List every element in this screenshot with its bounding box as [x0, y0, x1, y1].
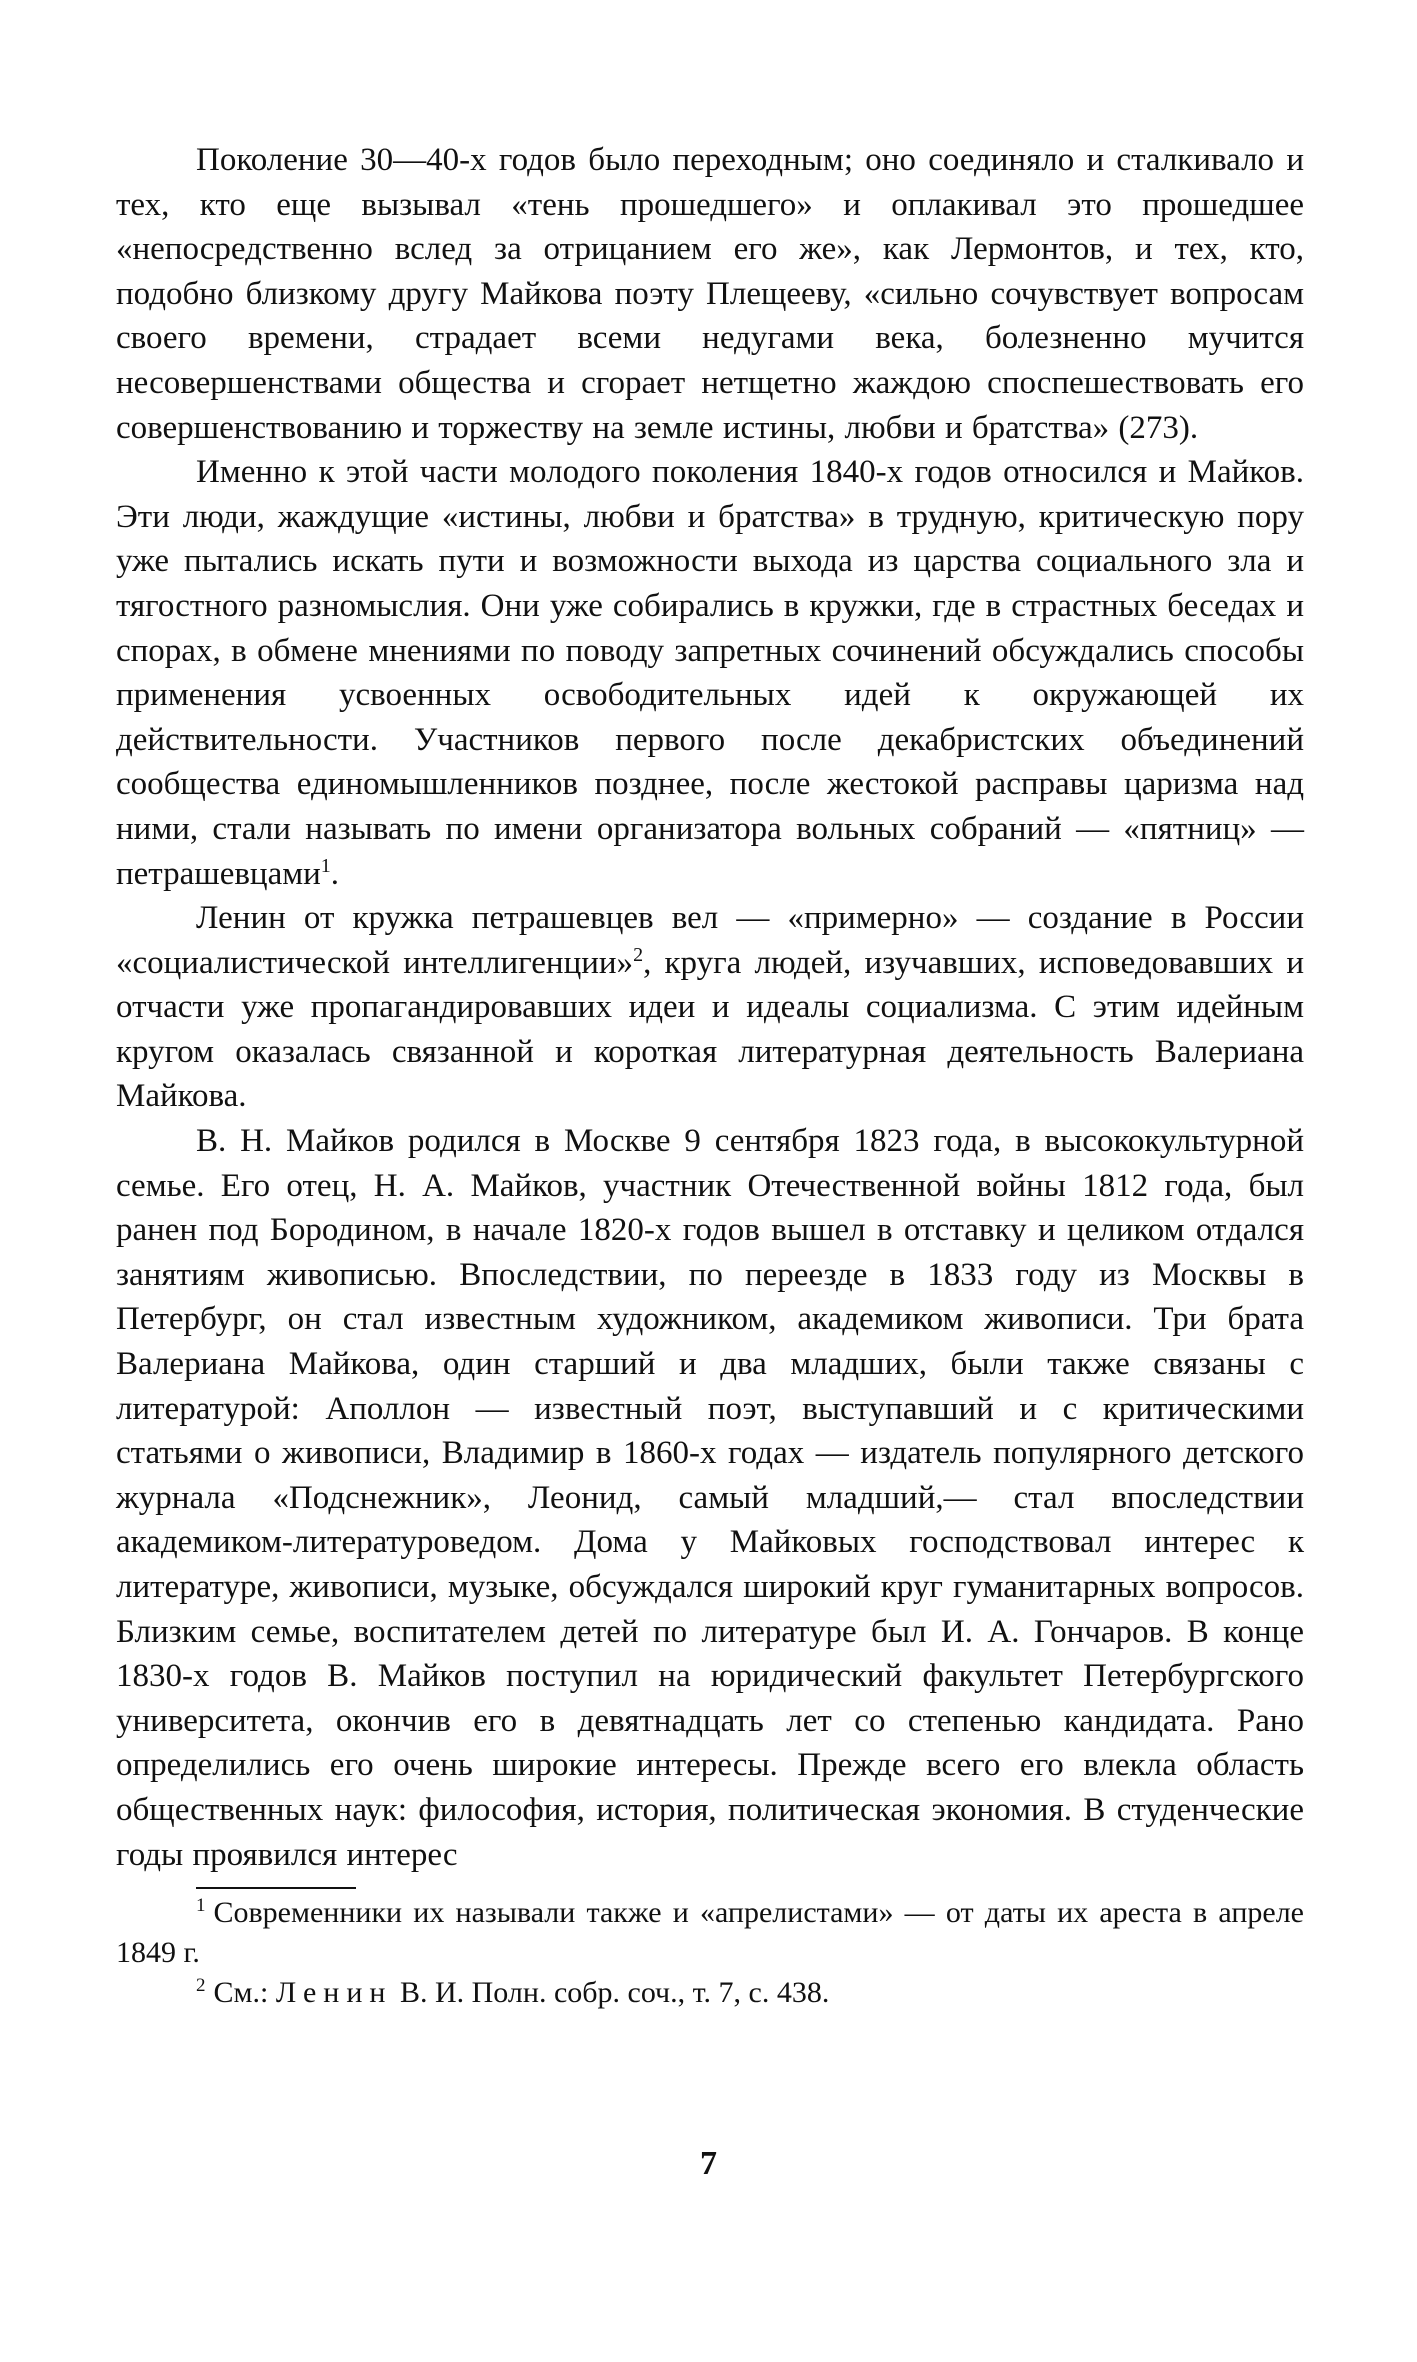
footnote-text: Современники их называли также и «апрелистами» — от даты их ареста в апреле 1849 г.: [116, 1896, 1304, 1970]
footnote-reference[interactable]: 2: [633, 943, 644, 966]
paragraph-text: Именно к этой части молодого поколения 1840-х годов относился и Майков. Эти люди, жаждущие «истины, любви и братства» в трудную, критическую пору уже пытались искать пути и возможности выхода из царства социального зла и тягостного разномыслия. Они уже собирались в кружки, где в страстных беседах и спорах, в обмене мнениями по поводу запретных сочинений обсуждались способы применения усвоенных освободительных идей к окружающей их действительности. Участников первого после декабристских объединений сообщества единомышленников позднее, после жестокой расправы царизма над ними, стали называть по имени организатора вольных собраний — «пятниц» — петрашевцами: [116, 454, 1304, 892]
page-number: 7: [700, 2145, 717, 2182]
paragraph-4: [116, 1119, 1304, 1877]
paragraph-text-tail: , круга людей, изучавших, исповедовавших и отчасти уже пропагандировавших идеи и идеалы социализма. С этим идейным кругом оказалась связанной и короткая литературная деятельность Валериана Майкова.: [116, 944, 1304, 1115]
footnote-author: Ленин: [275, 1976, 393, 2010]
footnote-mark: 2: [196, 1975, 206, 1997]
footnote-2: [116, 1973, 1304, 2013]
footnote-prefix: См.:: [213, 1976, 276, 2010]
footnotes: [116, 1887, 1304, 2013]
footnote-reference[interactable]: 1: [320, 854, 331, 877]
footnote-divider: [196, 1887, 356, 1889]
footnote-1: [116, 1893, 1304, 1973]
paragraph-text: Поколение 30—40-х годов было переходным; оно соединяло и сталкивало и тех, кто еще вызывал «тень прошедшего» и оплакивал это прошедшее «непосредственно вслед за отрицанием его же», как Лермонтов, и тех, кто, подобно близкому другу Майкова поэту Плещееву, «сильно сочувствует вопросам своего времени, страдает всеми недугами века, болезненно мучится несовершенствами общества и сгорает нетщетно жаждою споспешествовать его совершенствованию и торжеству на земле истины, любви и братства» (273).: [116, 142, 1304, 446]
paragraph-2: [116, 450, 1304, 896]
footnote-text: В. И. Полн. собр. соч., т. 7, с. 438.: [392, 1976, 830, 2010]
paragraph-1: [116, 138, 1304, 450]
paragraph-text: В. Н. Майков родился в Москве 9 сентября 1823 года, в высококультурной семье. Его отец, Н. А. Майков, участник Отечественной войны 1812 года, был ранен под Бородином, в начале 1820-х годов вышел в отставку и целиком отдался занятиям живописью. Впоследствии, по переезде в 1833 году из Москвы в Петербург, он стал известным художником, академиком живописи. Три брата Валериана Майкова, один старший и два младших, были также связаны с литературой: Аполлон — известный поэт, выступавший и с критическими статьями о живописи, Владимир в 1860-х годах — издатель популярного детского журнала «Подснежник», Леонид, самый младший,— стал впоследствии академиком-литературоведом. Дома у Майковых господствовал интерес к литературе, живописи, музыке, обсуждался широкий круг гуманитарных вопросов. Близким семье, воспитателем детей по литературе был И. А. Гончаров. В конце 1830-х годов В. Майков поступил на юридический факультет Петербургского университета, окончив его в девятнадцать лет со степенью кандидата. Рано определились его очень широкие интересы. Прежде всего его влекла область общественных наук: философия, история, политическая экономия. В студенческие годы проявился интерес: [116, 1123, 1304, 1873]
footnote-mark: 1: [196, 1895, 206, 1917]
paragraph-text: Ленин от кружка петрашевцев вел — «примерно» — создание в России «социалистической интеллигенции»: [116, 900, 1304, 981]
paragraph-text-tail: .: [330, 855, 340, 892]
paragraph-3: [116, 896, 1304, 1119]
page-body: [116, 138, 1304, 2013]
